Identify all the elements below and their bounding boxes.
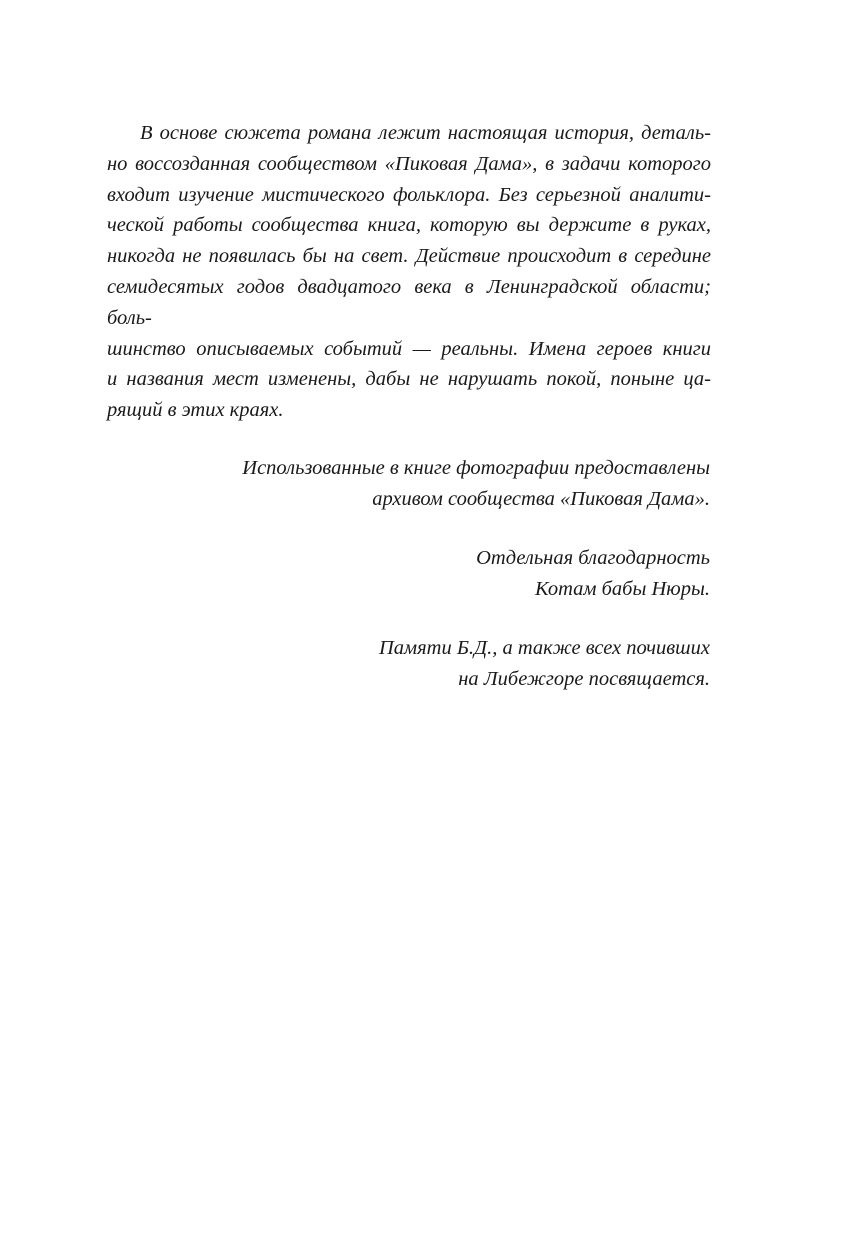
photo-credit-line: Использованные в книге фотографии предоставлены [242, 457, 710, 479]
intro-line: семидесятых годов двадцатого века в Ленинградской области; боль- [107, 275, 711, 329]
intro-line: и названия мест изменены, дабы не нарушать покой, поныне ца- [107, 368, 711, 391]
dedication [150, 633, 710, 695]
photo-credit [150, 453, 710, 515]
acknowledgement-line: Отдельная благодарность [476, 547, 710, 569]
intro-line: шинство описываемых событий — реальны. Имена героев книги [107, 337, 711, 360]
intro-line: входит изучение мистического фольклора. Без серьезной аналити- [107, 183, 711, 206]
intro-paragraph [107, 118, 711, 426]
intro-line: но воссозданная сообществом «Пиковая Дама», в задачи которого [107, 152, 711, 175]
dedication-line: Памяти Б.Д., а также всех почивших [378, 637, 710, 659]
photo-credit-line: архивом сообщества «Пиковая Дама». [372, 488, 710, 510]
intro-line: никогда не появилась бы на свет. Действие происходит в середине [107, 245, 711, 268]
intro-line: рящий в этих краях. [107, 399, 284, 422]
intro-line: В основе сюжета романа лежит настоящая история, деталь- [140, 122, 711, 144]
intro-line: ческой работы сообщества книга, которую вы держите в руках, [107, 214, 711, 237]
acknowledgement-line: Котам бабы Нюры. [535, 578, 710, 600]
dedication-line: на Либежгоре посвящается. [458, 668, 710, 690]
acknowledgement [150, 543, 710, 605]
